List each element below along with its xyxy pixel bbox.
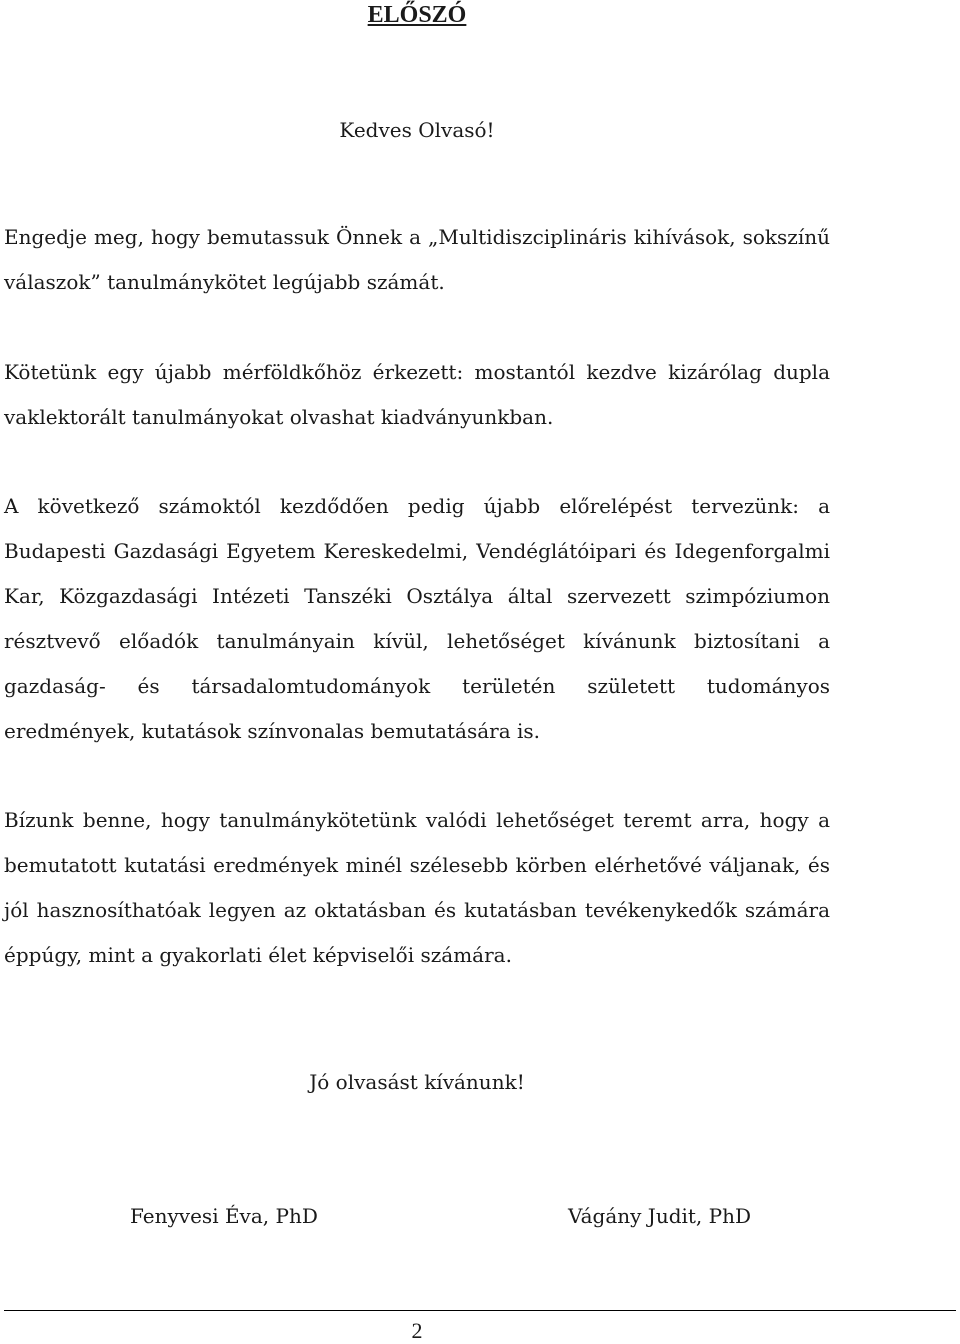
paragraph-introduction: Engedje meg, hogy bemutassuk Önnek a „Multidiszciplináris kihívások, sokszínű válaszok” tanulmánykötet legújabb számát.: [4, 225, 830, 294]
paragraph-milestone: Kötetünk egy újabb mérföldkőhöz érkezett: mostantól kezdve kizárólag dupla vaklektorált tanulmányokat olvashat kiadványunkban.: [4, 360, 830, 429]
signature-right: Vágány Judit, PhD: [568, 1204, 752, 1228]
paragraph-next-steps: A következő számoktól kezdődően pedig újabb előrelépést tervezünk: a Budapesti Gazdasági Egyetem Kereskedelmi, Vendéglátóipari és Idegenforgalmi Kar, Közgazdasági Intézeti Tanszéki Osztálya által szervezett szimpóziumon résztvevő előadók tanulmányain kívül, lehetőséget kívánunk biztosítani a gazdaság- és társadalomtudományok területén született tudományos eredmények, kutatások színvonalas bemutatására is.: [4, 494, 830, 743]
signature-left: Fenyvesi Éva, PhD: [130, 1204, 318, 1228]
closing-wish: Jó olvasást kívánunk!: [309, 1070, 525, 1094]
paragraph-hope: Bízunk benne, hogy tanulmánykötetünk valódi lehetőséget teremt arra, hogy a bemutatott kutatási eredmények minél szélesebb körben elérhetővé váljanak, és jól hasznosíthatóak legyen az oktatásban és kutatásban tevékenykedők számára éppúgy, mint a gyakorlati élet képviselői számára.: [4, 808, 830, 967]
footer-divider: [4, 1310, 956, 1311]
page-title: ELŐSZÓ: [367, 2, 467, 28]
page-number: 2: [411, 1318, 423, 1343]
greeting: Kedves Olvasó!: [339, 118, 495, 142]
